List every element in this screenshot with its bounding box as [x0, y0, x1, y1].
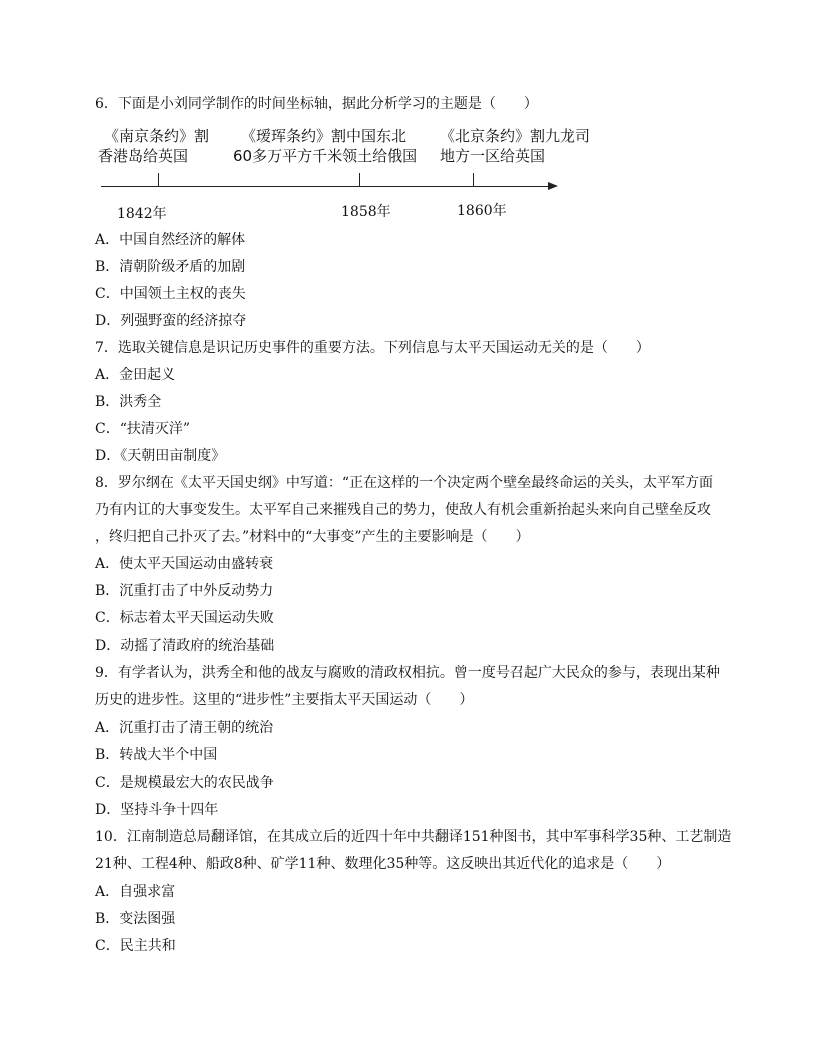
question-8-stem-line3: ，终归把自己扑灭了去。”材料中的“大事变”产生的主要影响是（ ）	[95, 529, 530, 545]
question-8-stem-line1: 8．罗尔纲在《太平天国史纲》中写道：“正在这样的一个决定两个壁垒最终命运的关头，太平军方面	[95, 475, 714, 491]
timeline-year-1860: 1860年	[457, 203, 507, 219]
question-7-option-b: B．洪秀全	[95, 394, 162, 410]
question-7-option-c: C．“扶清灭洋”	[95, 421, 191, 437]
question-6-option-c: C．中国领土主权的丧失	[95, 286, 246, 302]
question-8-stem-line2: 乃有内讧的大事变发生。太平军自己来摧残自己的势力，使敌人有机会重新抬起头来向自己壁垒反攻	[95, 502, 711, 518]
question-10-option-c: C．民主共和	[95, 938, 176, 954]
question-8-option-d: D．动摇了清政府的统治基础	[95, 638, 275, 654]
question-10-stem-line1: 10．江南制造总局翻译馆，在其成立后的近四十年中共翻译151种图书，其中军事科学35种、工艺制造	[95, 829, 732, 845]
question-10-option-a: A．自强求富	[95, 884, 176, 900]
timeline-event-1-line1: 《南京条约》割	[104, 127, 210, 145]
question-7-option-d: D．《天朝田亩制度》	[95, 448, 226, 464]
question-6-option-d: D．列强野蛮的经济掠夺	[95, 313, 247, 329]
timeline-arrow-icon	[548, 182, 558, 190]
question-6-option-b: B．清朝阶级矛盾的加剧	[95, 259, 246, 275]
timeline-event-1-line2: 香港岛给英国	[98, 147, 189, 165]
question-10-stem-line2: 21种、工程4种、船政8种、矿学11种、数理化35种等。这反映出其近代化的追求是（ ）	[95, 856, 671, 872]
question-8-option-a: A．使太平天国运动由盛转衰	[95, 556, 274, 572]
timeline-event-2-line1: 《瑷珲条约》割中国东北	[241, 127, 407, 145]
question-8-option-c: C．标志着太平天国运动失败	[95, 610, 274, 626]
question-9-stem-line2: 历史的进步性。这里的“进步性”主要指太平天国运动（ ）	[95, 692, 474, 708]
timeline-event-2-line2: 60多万平方千米领土给俄国	[233, 147, 418, 165]
question-7-option-a: A．金田起义	[95, 367, 176, 383]
question-9-option-b: B．转战大半个中国	[95, 747, 218, 763]
timeline-tick-1842	[158, 173, 159, 187]
question-9-option-a: A．沉重打击了清王朝的统治	[95, 720, 274, 736]
timeline-event-3-line1: 《北京条约》割九龙司	[440, 127, 591, 145]
timeline-year-1858: 1858年	[341, 204, 391, 220]
question-6-stem: 6．下面是小刘同学制作的时间坐标轴，据此分析学习的主题是（ ）	[95, 96, 538, 112]
question-10-option-b: B．变法图强	[95, 911, 176, 927]
timeline-tick-1858	[359, 173, 360, 187]
question-7-stem: 7．选取关键信息是识记历史事件的重要方法。下列信息与太平天国运动无关的是（ ）	[95, 340, 650, 356]
timeline-axis	[101, 186, 551, 187]
timeline-event-3-line2: 地方一区给英国	[440, 147, 546, 165]
timeline-tick-1860	[473, 173, 474, 187]
question-9-option-c: C．是规模最宏大的农民战争	[95, 775, 274, 791]
timeline-year-1842: 1842年	[117, 206, 167, 222]
question-8-option-b: B．沉重打击了中外反动势力	[95, 583, 274, 599]
question-9-option-d: D．坚持斗争十四年	[95, 802, 219, 818]
question-6-option-a: A．中国自然经济的解体	[95, 232, 246, 248]
question-9-stem-line1: 9．有学者认为，洪秀全和他的战友与腐败的清政权相抗。曾一度号召起广大民众的参与，表现出某种	[95, 665, 720, 681]
